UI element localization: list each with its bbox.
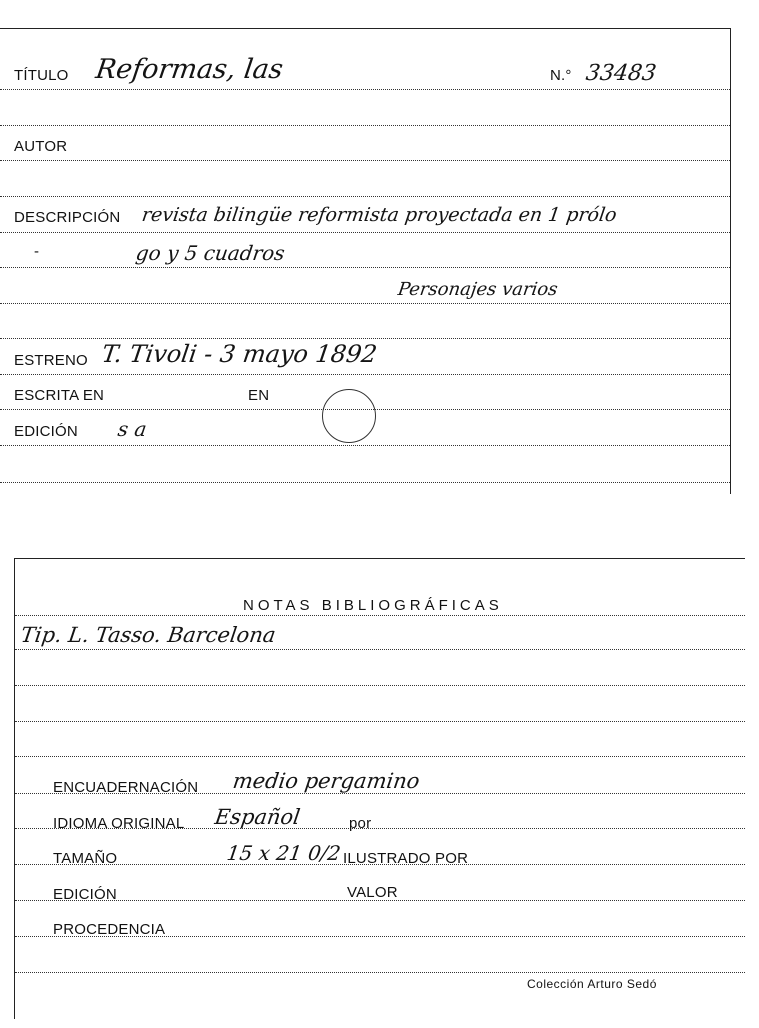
- descripcion-line2: go y 5 cuadros: [134, 241, 287, 265]
- ruled-line: [0, 232, 730, 233]
- ruled-line: [0, 125, 730, 126]
- descripcion-dash: -: [34, 243, 40, 260]
- punch-hole: [322, 389, 376, 443]
- ruled-line: [15, 972, 745, 973]
- ruled-line: [15, 615, 745, 616]
- ruled-line: [0, 267, 730, 268]
- ruled-line: [0, 160, 730, 161]
- ruled-line: [0, 374, 730, 375]
- ruled-line: [15, 756, 745, 757]
- ruled-line: [15, 649, 745, 650]
- procedencia-label: PROCEDENCIA: [53, 921, 166, 938]
- titulo-label: TÍTULO: [14, 67, 69, 84]
- escrita-label: ESCRITA EN: [14, 387, 105, 404]
- ruled-line: [0, 445, 730, 446]
- coleccion-footer: Colección Arturo Sedó: [527, 977, 657, 991]
- descripcion-line1: revista bilingüe reformista proyectada en 1 prólo: [140, 204, 619, 226]
- titulo-value: Reformas, las: [93, 54, 285, 85]
- numero-value: 33483: [584, 61, 658, 86]
- idioma-value: Español: [213, 805, 302, 829]
- ruled-line: [0, 196, 730, 197]
- encuadernacion-value: medio pergamino: [231, 769, 422, 793]
- estreno-value: T. Tivoli - 3 mayo 1892: [100, 340, 379, 368]
- ruled-line: [0, 338, 730, 339]
- encuadernacion-label: ENCUADERNACIÓN: [53, 779, 199, 796]
- descripcion-label: DESCRIPCIÓN: [14, 209, 121, 226]
- ruled-line: [0, 89, 730, 90]
- notas-bibliograficas-title: NOTAS BIBLIOGRÁFICAS: [243, 597, 503, 614]
- ruled-line: [0, 482, 730, 483]
- ilustrado-label: ILUSTRADO POR: [343, 850, 469, 867]
- edicion-label-bottom: EDICIÓN: [53, 886, 117, 903]
- idioma-label: IDIOMA ORIGINAL: [53, 815, 185, 832]
- notas-value: Tip. L. Tasso. Barcelona: [19, 623, 278, 647]
- catalog-card-top: [0, 28, 731, 494]
- ruled-line: [15, 721, 745, 722]
- en-label: EN: [248, 387, 270, 404]
- ruled-line: [0, 303, 730, 304]
- tamano-value: 15 x 21 0/2: [225, 841, 343, 865]
- numero-label: N.°: [550, 67, 572, 84]
- valor-label: VALOR: [347, 884, 398, 901]
- tamano-label: TAMAÑO: [53, 850, 118, 867]
- edicion-label: EDICIÓN: [14, 423, 78, 440]
- estreno-label: ESTRENO: [14, 352, 88, 369]
- ruled-line: [15, 685, 745, 686]
- por-label: por: [349, 815, 372, 832]
- edicion-value: s a: [116, 417, 149, 441]
- autor-label: AUTOR: [14, 138, 68, 155]
- personajes-note: Personajes varios: [396, 279, 559, 300]
- catalog-card-bottom: [14, 558, 745, 1019]
